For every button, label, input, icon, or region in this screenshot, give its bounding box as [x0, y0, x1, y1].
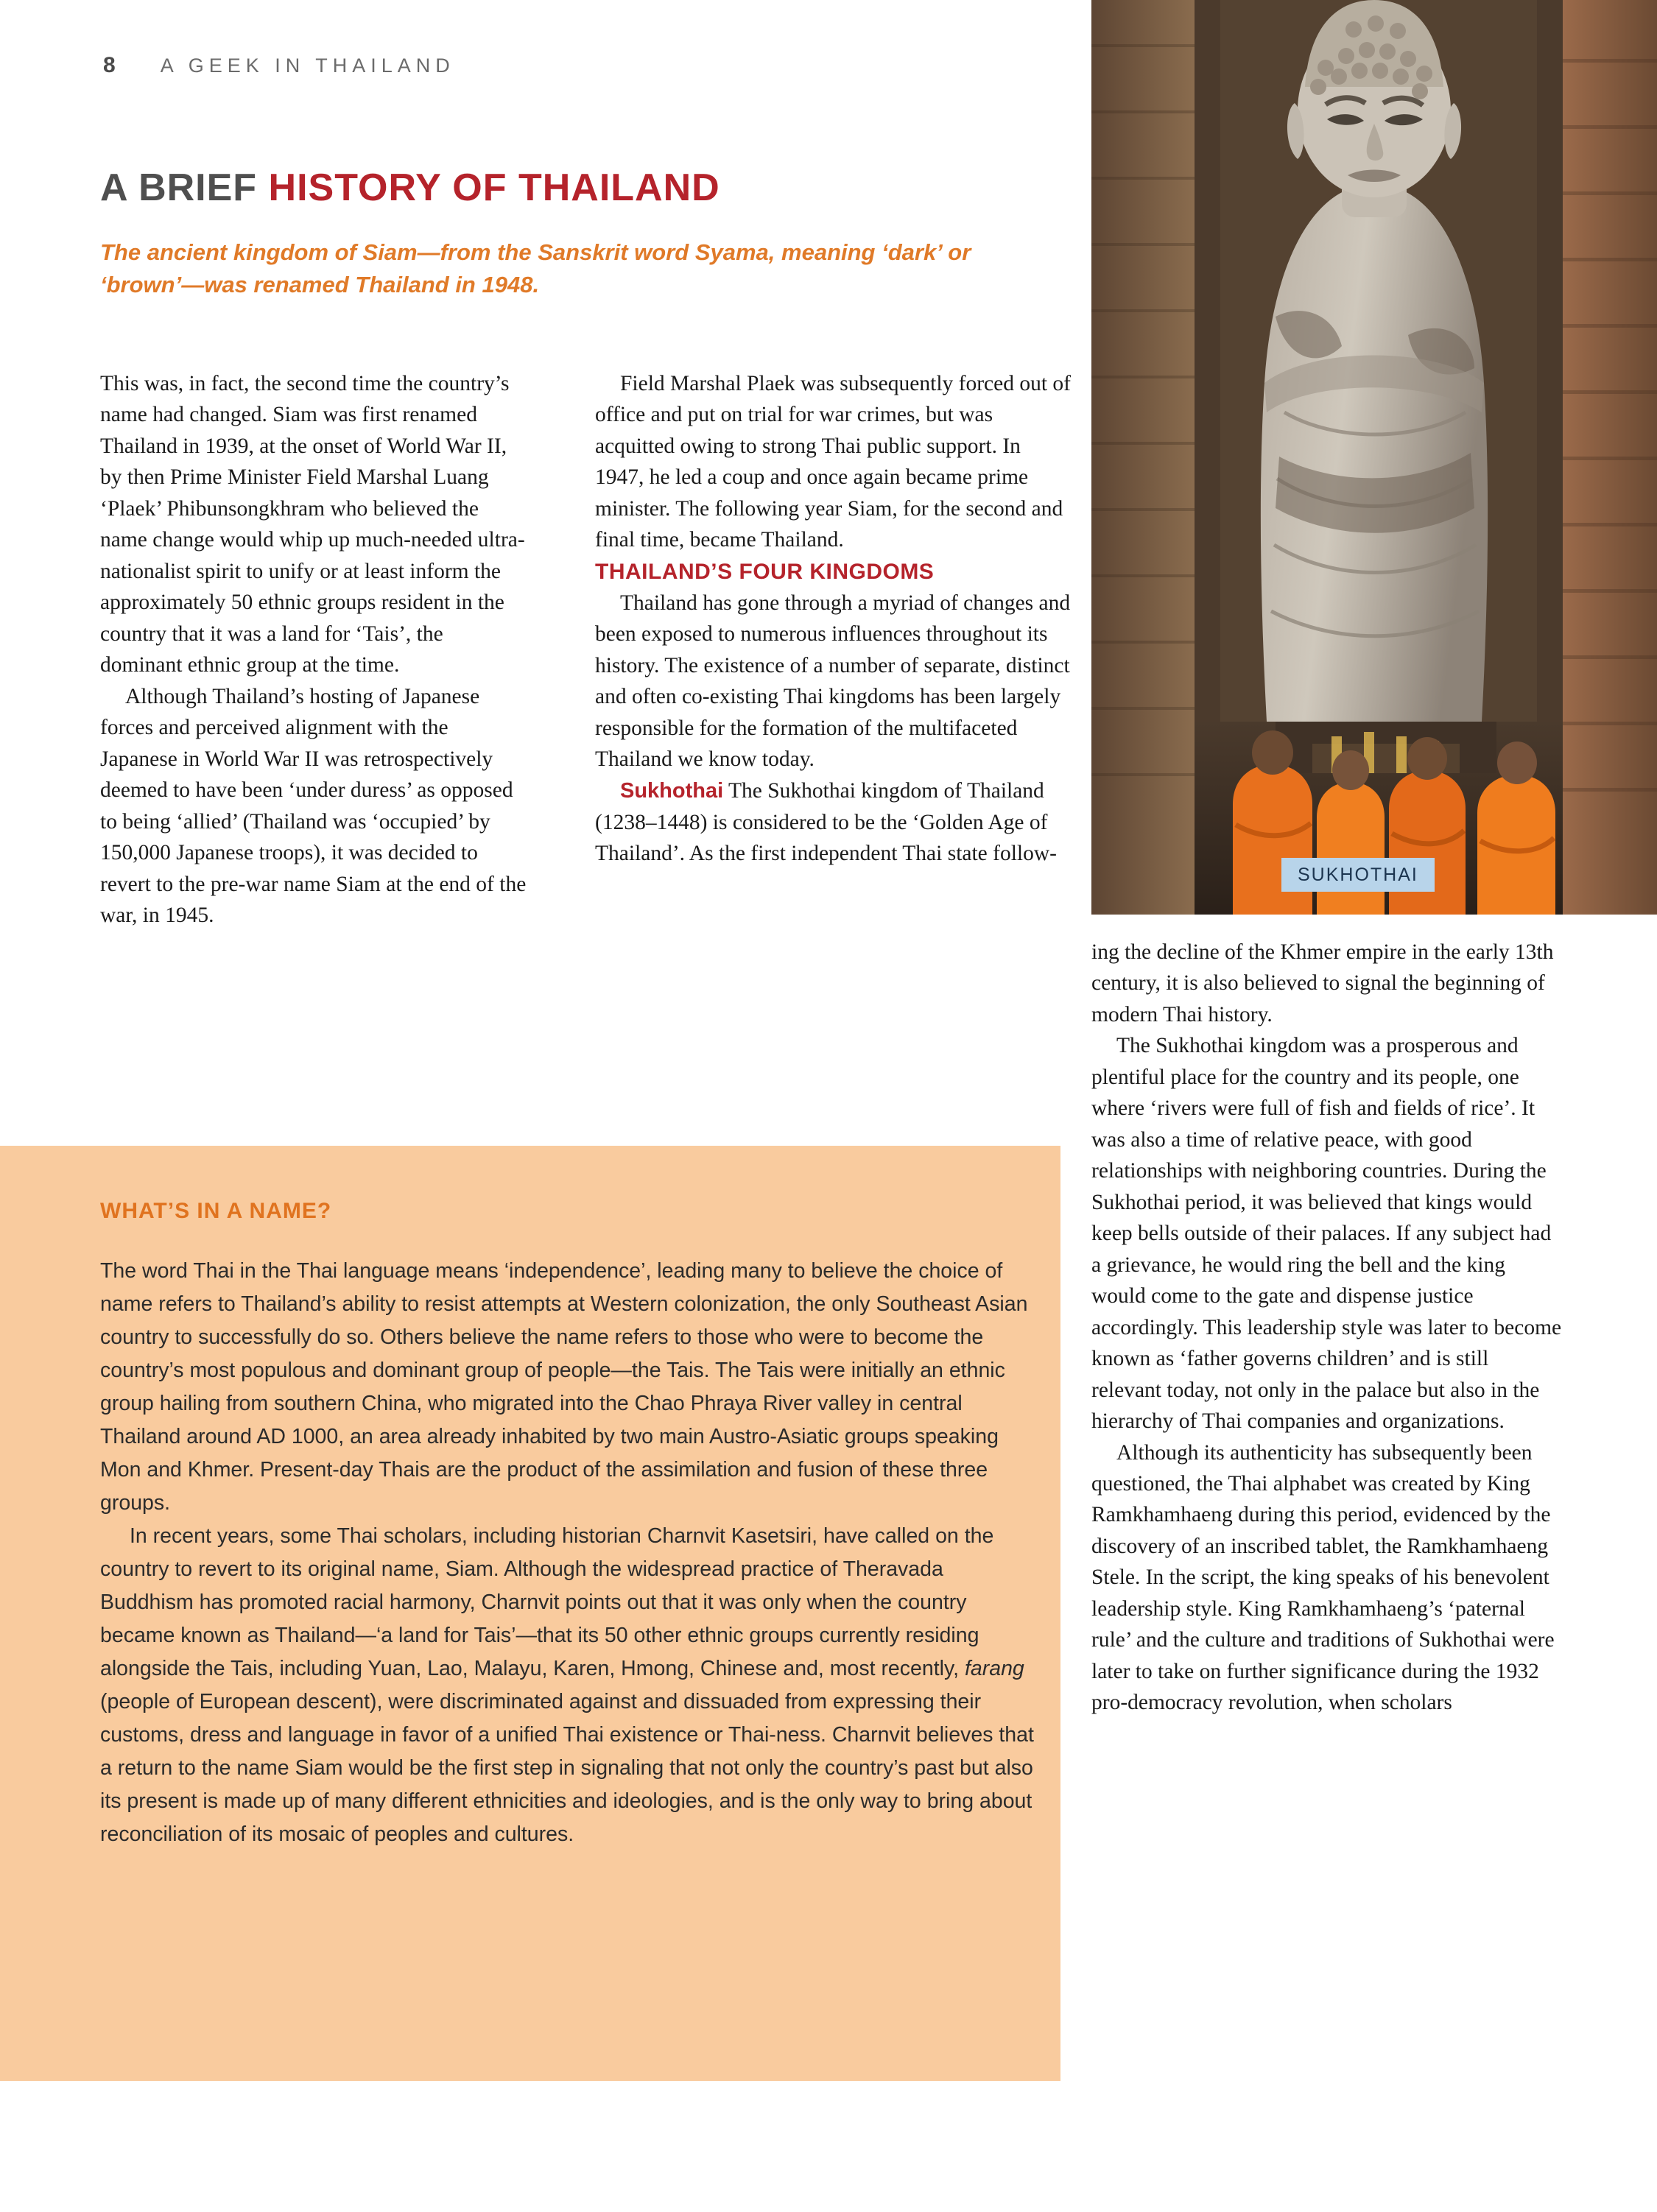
photo-artwork [1091, 0, 1657, 915]
standfirst: The ancient kingdom of Siam—from the Sanskrit word Syama, meaning ‘dark’ or ‘brown’—was renamed Thailand in 1948. [100, 239, 971, 297]
paragraph: Field Marshal Plaek was subsequently forced out of office and put on trial for war crimes, but was acquitted owing to strong Thai public support. In 1947, he led a coup and once again became prime minister. The following year Siam, for the second and final time, became Thailand. [595, 372, 1071, 552]
page-number: 8 [103, 53, 116, 77]
running-head: A GEEK IN THAILAND [160, 54, 455, 77]
section-subhead: THAILAND’S FOUR KINGDOMS [595, 559, 935, 584]
article-title-block [100, 168, 1058, 301]
sidebar-text-b: (people of European descent), were discriminated against and dissuaded from expressing their customs, dress and language in favor of a unified Thai existence or Thai-ness. Charnvit believes that a return to the name Siam would be the first step in signaling that not only the country’s past but also its present is made up of many different ethnicities and ideologies, and is the only way to bring about reconciliation of its mosaic of peoples and cultures. [100, 1690, 1034, 1847]
buddha-statue-photo [1091, 0, 1657, 915]
paragraph: This was, in fact, the second time the country’s name had changed. Siam was first renamed Thailand in 1939, at the onset of World War II, by then Prime Minister Field Marshal Luang ‘Plaek’ Phibunsongkhram who believed the name change would whip up much-needed ultra-nationalist spirit to unify or at least inform the approximately 50 ethnic groups resident in the country that it was a land for ‘Tais’, the dominant ethnic group at the time. [100, 372, 525, 677]
photo-caption: SUKHOTHAI [1281, 858, 1435, 892]
title-part-one: A BRIEF [100, 166, 269, 209]
paragraph: ing the decline of the Khmer empire in the early 13th century, it is also believed to signal the beginning of modern Thai history. [1091, 940, 1554, 1026]
body-column-middle [595, 368, 1074, 870]
runin-label: Sukhothai [620, 778, 724, 803]
sidebar-whats-in-a-name [0, 1146, 1060, 2081]
body-column-right [1091, 937, 1563, 1719]
page-title [100, 168, 1058, 208]
sidebar-title: WHAT’S IN A NAME? [100, 1199, 332, 1223]
sidebar-text-italic: farang [964, 1657, 1024, 1681]
sidebar-paragraph [100, 1520, 1035, 1851]
page-header [103, 53, 455, 78]
paragraph: The Sukhothai kingdom was a prosperous and plentiful place for the country and its people, one where ‘rivers were full of fish and fields of rice’. It was also a time of relative peace, with good relationships with neighboring countries. During the Sukhothai period, it was believed that kings would keep bells outside of their palaces. If any subject had a grievance, he would ring the bell and the king would come to the gate and dispense justice accordingly. This leadership style was later to become known as ‘father governs children’ and is still relevant today, not only in the palace but also in the hierarchy of Thai companies and organizations. [1091, 1034, 1562, 1434]
sidebar-text-a: In recent years, some Thai scholars, including historian Charnvit Kasetsiri, have called on the country to revert to its original name, Siam. Although the widespread practice of Theravada Buddhism has promoted racial harmony, Charnvit points out that it was only when the country became known as Thailand—‘a land for Tais’—that its 50 other ethnic groups currently residing alongside the Tais, including Yuan, Lao, Malayu, Karen, Hmong, Chinese and, most recently, [100, 1524, 994, 1681]
paragraph-text: The Sukhothai kingdom of Thailand (1238–1448) is considered to be the ‘Golden Age of Thailand’. As the first independent Thai state follow- [595, 778, 1057, 866]
body-column-left [100, 368, 527, 931]
title-part-two: HISTORY OF THAILAND [268, 166, 720, 209]
paragraph: Although Thailand’s hosting of Japanese forces and perceived alignment with the Japanese in World War II was retrospectively deemed to have been ‘under duress’ as opposed to being ‘allied’ (Thailand was ‘occupied’ by 150,000 Japanese troops), it was decided to revert to the pre-war name Siam at the end of the war, in 1945. [100, 684, 527, 927]
paragraph: Thailand has gone through a myriad of changes and been exposed to numerous influences throughout its history. The existence of a number of separate, distinct and often co-existing Thai kingdoms has been largely responsible for the formation of the multifaceted Thailand we know today. [595, 591, 1071, 772]
paragraph: Although its authenticity has subsequently been questioned, the Thai alphabet was created by King Ramkhamhaeng during this period, evidenced by the discovery of an inscribed tablet, the Ramkhamhaeng Stele. In the script, the king speaks of his benevolent leadership style. King Ramkhamhaeng’s ‘paternal rule’ and the culture and traditions of Sukhothai were later to take on further significance during the 1932 pro-democracy revolution, when scholars [1091, 1440, 1555, 1715]
paragraph-sukhothai [595, 775, 1074, 870]
sidebar-paragraph: The word Thai in the Thai language means ‘independence’, leading many to believe the choice of name refers to Thailand’s ability to resist attempts at Western colonization, the only Southeast Asian country to successfully do so. Others believe the name refers to those who were to become the country’s most populous and dominant group of people—the Tais. The Tais were initially an ethnic group hailing from southern China, who migrated into the Chao Phraya River valley in central Thailand around AD 1000, an area already inhabited by two main Austro-Asiatic groups speaking Mon and Khmer. Present-day Thais are the product of the assimilation and fusion of these three groups. [100, 1259, 1028, 1515]
